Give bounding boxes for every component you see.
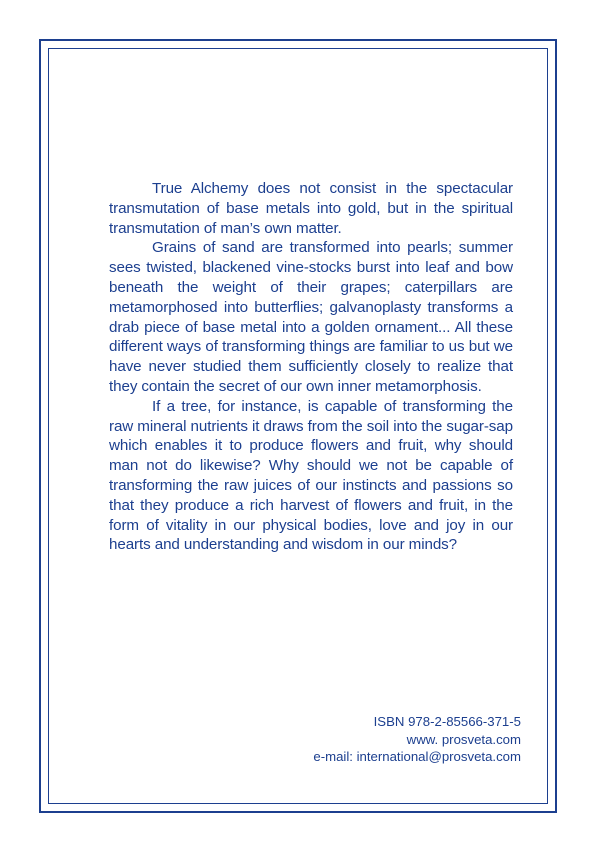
body-text — [109, 179, 513, 555]
paragraph-2: Grains of sand are transformed into pearls; summer sees twisted, blackened vine-stocks burst into leaf and bow beneath the weight of their grapes; caterpillars are metamorphosed into butterflies; galvanoplasty transforms a drab piece of base metal into a golden ornament... All these different ways of transforming things are familiar to us but we have never studied them sufficiently closely to realize that they contain the secret of our own inner metamorphosis. — [109, 239, 513, 395]
paragraph-1: True Alchemy does not consist in the spectacular transmutation of base metals into gold, but in the spiritual transmutation of man’s own matter. — [109, 180, 513, 237]
website-link[interactable]: www. prosveta.com — [406, 731, 521, 747]
paragraph-3: If a tree, for instance, is capable of transforming the raw mineral nutrients it draws from the soil into the sugar-sap which enables it to produce flowers and fruit, why should man not do likewise? Why should we not be capable of transforming the raw juices of our instincts and passions so that they produce a rich harvest of flowers and fruit, in the form of vitality in our physical bodies, love and joy in our hearts and understanding and wisdom in our minds? — [109, 397, 513, 554]
isbn-text: ISBN 978-2-85566-371-5 — [373, 714, 521, 729]
email-link[interactable]: e-mail: international@prosveta.com — [313, 749, 521, 764]
publisher-info — [313, 713, 521, 766]
